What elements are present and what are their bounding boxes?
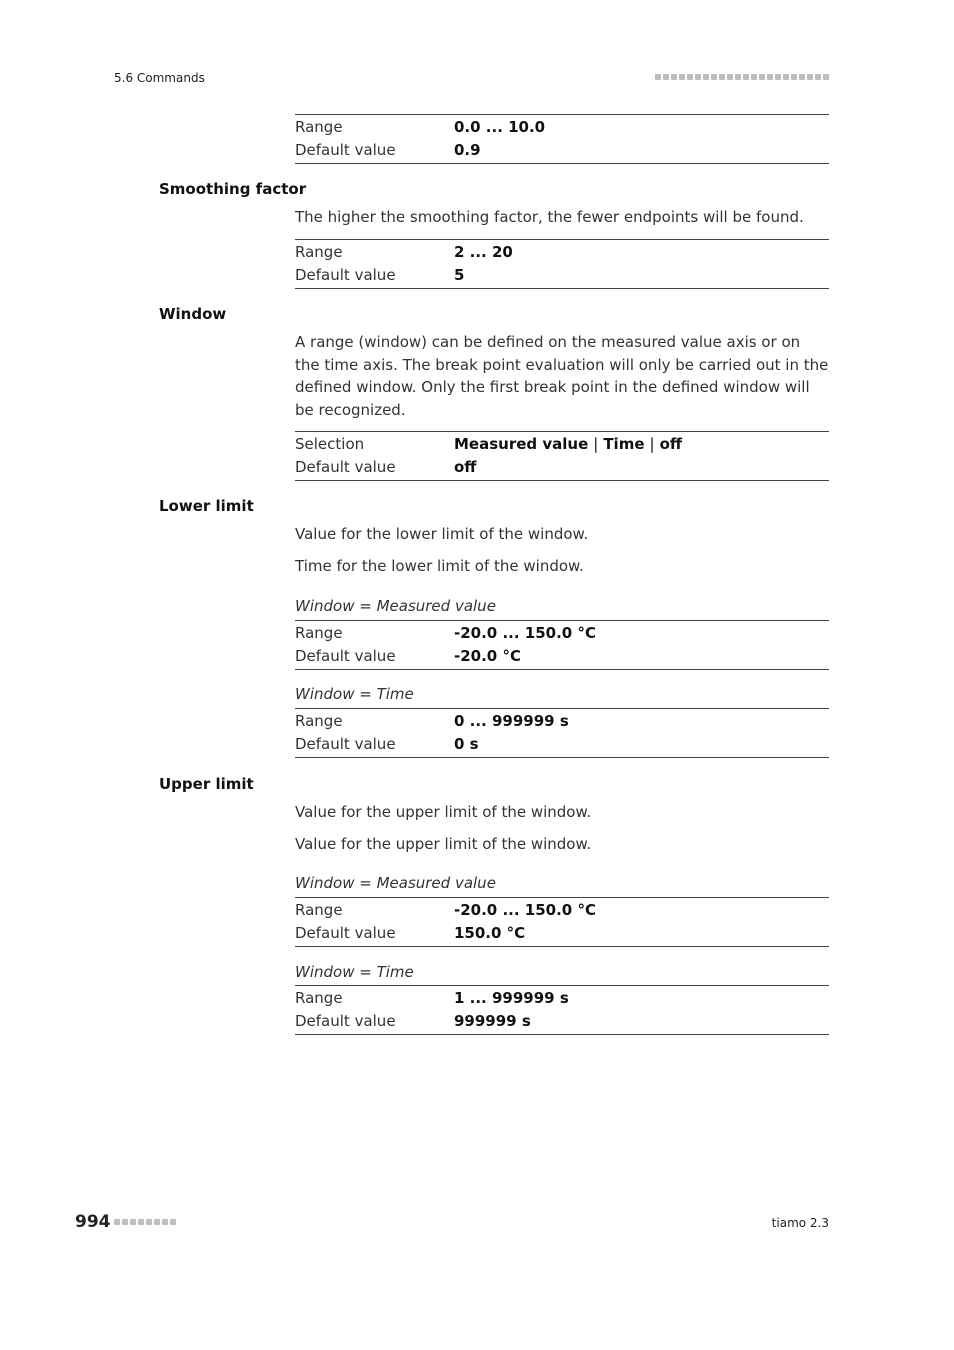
footer-decoration xyxy=(114,1219,176,1225)
option-separator: | xyxy=(649,435,655,454)
table-row xyxy=(295,241,829,264)
range-table-top xyxy=(295,114,829,164)
row-value: 2 ... 20 xyxy=(454,243,513,262)
table-caption: Window = Time xyxy=(295,685,414,703)
selection-options xyxy=(454,435,682,453)
option-time: Time xyxy=(603,435,645,454)
smoothing-factor-table xyxy=(295,239,829,289)
header-decoration xyxy=(655,74,829,80)
window-heading: Window xyxy=(159,305,227,323)
running-header-section: 5.6 Commands xyxy=(114,71,205,85)
row-label: Default value xyxy=(295,457,396,476)
row-label: Default value xyxy=(295,923,396,942)
lower-limit-description-value: Value for the lower limit of the window. xyxy=(295,525,589,543)
table-row xyxy=(295,733,829,756)
row-label: Range xyxy=(295,624,343,643)
row-label: Default value xyxy=(295,140,396,159)
row-value: 5 xyxy=(454,265,465,284)
row-value: 0 s xyxy=(454,734,479,753)
table-caption: Window = Measured value xyxy=(295,874,496,892)
row-label: Range xyxy=(295,243,343,262)
row-label: Default value xyxy=(295,265,396,284)
row-label: Range xyxy=(295,712,343,731)
row-label: Selection xyxy=(295,435,365,454)
row-value: 1 ... 999999 s xyxy=(454,989,569,1008)
product-version: tiamo 2.3 xyxy=(771,1216,829,1230)
table-row xyxy=(295,645,829,668)
table-row xyxy=(295,264,829,287)
upper-limit-time-table xyxy=(295,985,829,1035)
lower-limit-measured-table xyxy=(295,620,829,670)
table-row xyxy=(295,622,829,645)
page-number: 994 xyxy=(75,1212,111,1232)
row-value: -20.0 ... 150.0 °C xyxy=(454,901,596,920)
lower-limit-time-table xyxy=(295,708,829,758)
row-value: 150.0 °C xyxy=(454,923,526,942)
table-row xyxy=(295,987,829,1010)
table-row xyxy=(295,433,829,456)
smoothing-factor-heading: Smoothing factor xyxy=(159,180,307,198)
row-label: Default value xyxy=(295,734,396,753)
table-row xyxy=(295,1010,829,1033)
row-label: Range xyxy=(295,901,343,920)
table-row xyxy=(295,922,829,945)
row-value: 0.9 xyxy=(454,140,481,159)
row-value: -20.0 ... 150.0 °C xyxy=(454,624,596,643)
table-row xyxy=(295,710,829,733)
table-caption: Window = Measured value xyxy=(295,597,496,615)
window-description: A range (window) can be defined on the measured value axis or on the time axis. The break point evaluation will only be carried out in the defined window. Only the first break point in the defined window will be recognized. xyxy=(295,333,829,419)
table-row xyxy=(295,899,829,922)
row-value: off xyxy=(454,457,477,476)
table-caption: Window = Time xyxy=(295,963,414,981)
upper-limit-description-time: Value for the upper limit of the window. xyxy=(295,835,592,853)
upper-limit-description-value: Value for the upper limit of the window. xyxy=(295,803,592,821)
lower-limit-description-time: Time for the lower limit of the window. xyxy=(295,557,584,575)
row-label: Default value xyxy=(295,1011,396,1030)
row-value: -20.0 °C xyxy=(454,646,521,665)
row-label: Default value xyxy=(295,646,396,665)
table-row xyxy=(295,139,829,162)
table-row xyxy=(295,456,829,479)
row-label: Range xyxy=(295,118,343,137)
lower-limit-heading: Lower limit xyxy=(159,497,254,515)
row-value: 0.0 ... 10.0 xyxy=(454,118,546,137)
upper-limit-measured-table xyxy=(295,897,829,947)
smoothing-factor-description: The higher the smoothing factor, the fewer endpoints will be found. xyxy=(295,208,804,226)
table-row xyxy=(295,116,829,139)
row-label: Range xyxy=(295,989,343,1008)
option-off: off xyxy=(659,435,683,454)
option-measured-value: Measured value xyxy=(454,435,589,454)
window-table xyxy=(295,431,829,481)
row-value: 999999 s xyxy=(454,1011,531,1030)
row-value: 0 ... 999999 s xyxy=(454,712,569,731)
option-separator: | xyxy=(593,435,599,454)
upper-limit-heading: Upper limit xyxy=(159,775,254,793)
